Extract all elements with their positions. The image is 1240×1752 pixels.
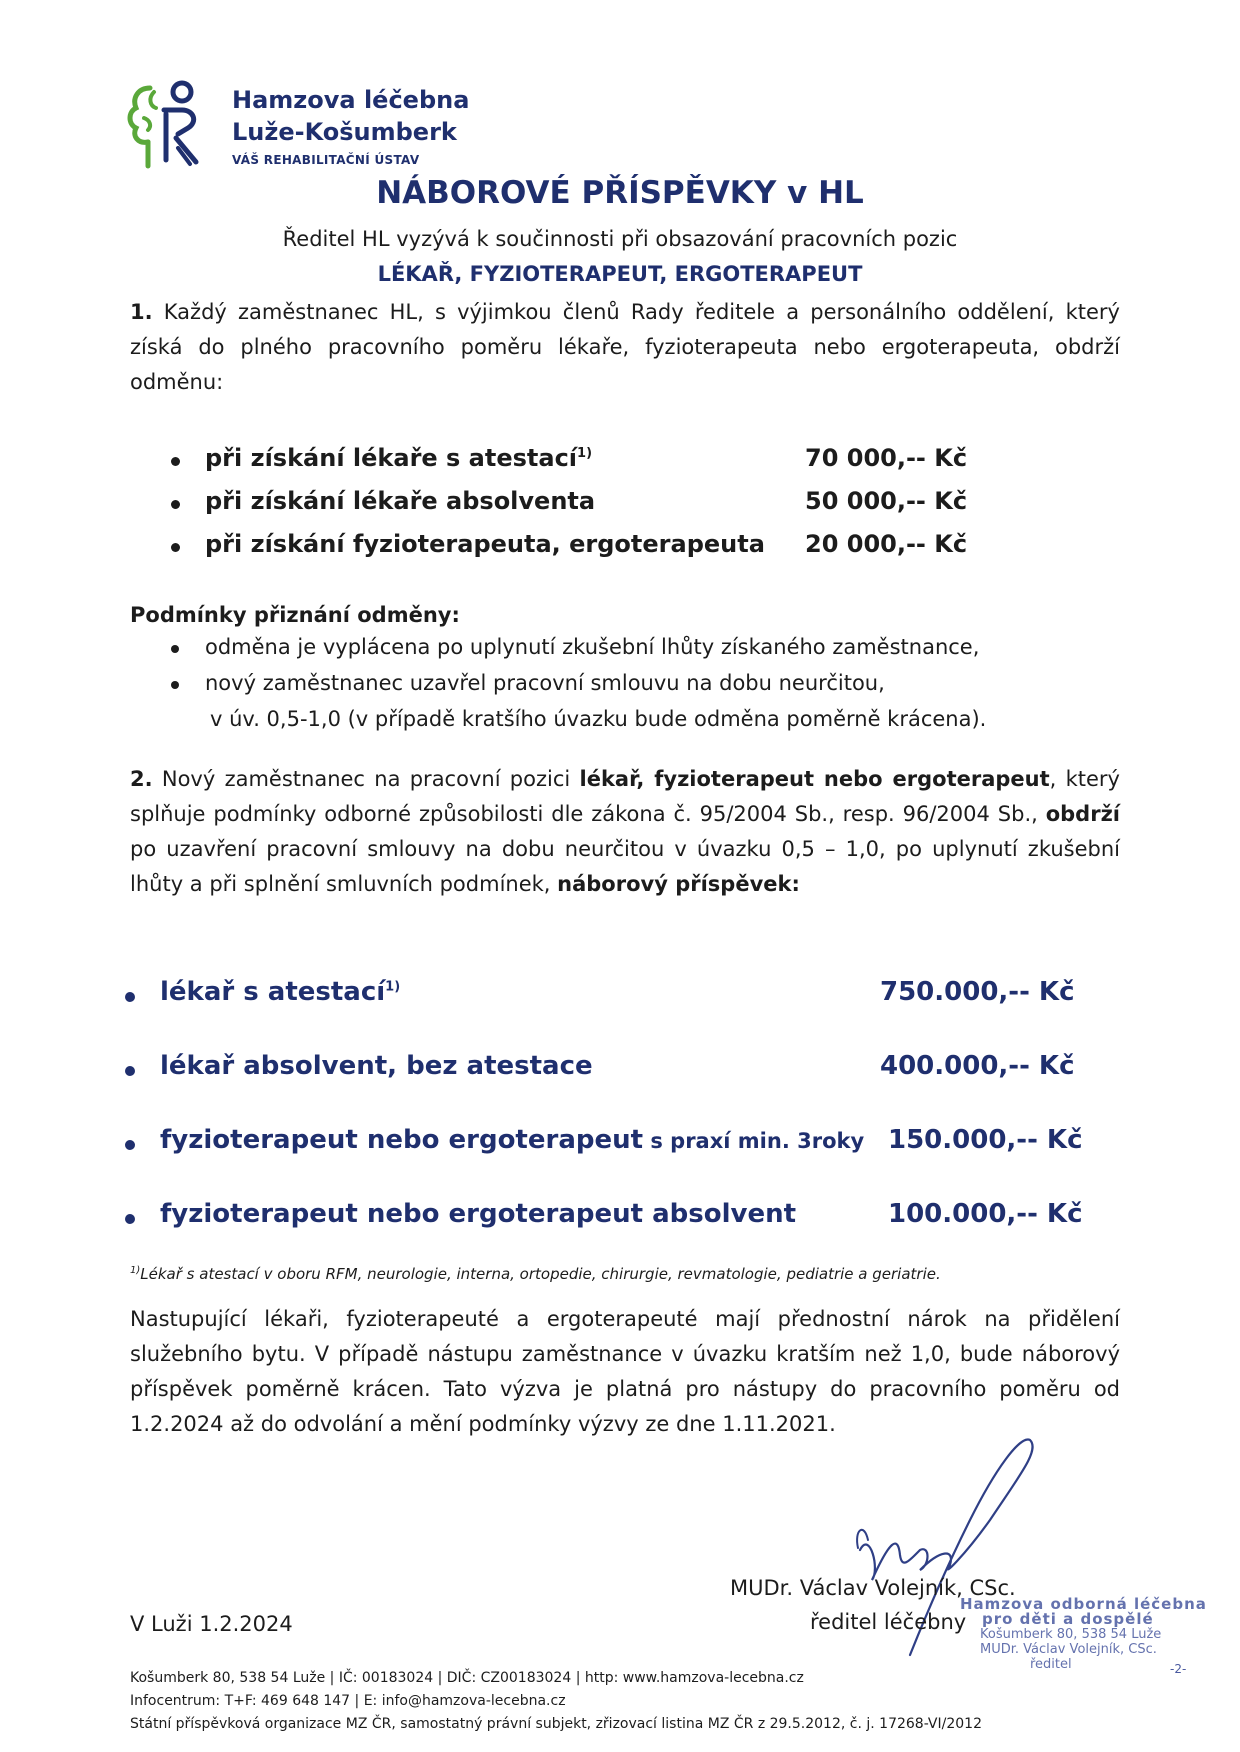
bullet-icon bbox=[171, 681, 179, 689]
document-title: NÁBOROVÉ PŘÍSPĚVKY v HL bbox=[376, 175, 864, 211]
bullet-icon bbox=[171, 500, 180, 509]
condition-item-continued: v úv. 0,5-1,0 (v případě kratšího úvazku bude odměna poměrně krácena). bbox=[210, 707, 987, 731]
contribution-label: lékař absolvent, bez atestace bbox=[160, 1051, 593, 1081]
contribution-item bbox=[160, 977, 400, 1007]
section1-paragraph bbox=[130, 295, 1120, 400]
footer-contact: Infocentrum: T+F: 469 648 147 | E: info@hamzova-lecebna.cz bbox=[130, 1693, 566, 1709]
footer-address: Košumberk 80, 538 54 Luže | IČ: 00183024 | DIČ: CZ00183024 | http: www.hamzova-lecebna.cz bbox=[130, 1670, 804, 1686]
contribution-extra: s praxí min. 3roky bbox=[643, 1129, 865, 1153]
section2-number: 2. bbox=[130, 767, 153, 791]
section2-paragraph bbox=[130, 762, 1120, 902]
section2-text: , který splňuje podmínky odborné způsobilosti dle zákona č. 95/2004 Sb., resp. 96/2004 Sb., bbox=[130, 767, 1120, 826]
reward-item bbox=[205, 444, 592, 472]
reward-amount: 70 000,-- Kč bbox=[805, 444, 968, 472]
closing-paragraph: Nastupující lékaři, fyzioterapeuté a ergoterapeuté mají přednostní nárok na přidělení služebního bytu. V případě nástupu zaměstnance v úvazku kratším než 1,0, bude náborový příspěvek poměrně krácen. Tato výzva je platná pro nástupy do pracovního poměru od 1.2.2024 až do odvolání a mění podmínky výzvy ze dne 1.11.2021. bbox=[130, 1307, 1120, 1436]
bullet-icon bbox=[125, 1214, 135, 1224]
reward-label: při získání fyzioterapeuta, ergoterapeuta bbox=[205, 530, 765, 558]
contribution-amount: 150.000,-- Kč bbox=[888, 1125, 1083, 1155]
condition-item: nový zaměstnanec uzavřel pracovní smlouvu na dobu neurčitou, bbox=[205, 671, 885, 695]
official-stamp bbox=[960, 1597, 1207, 1672]
bullet-icon bbox=[171, 645, 179, 653]
reward-label: při získání lékaře s atestací bbox=[205, 444, 578, 472]
footnote-text: Lékař s atestací v oboru RFM, neurologie, interna, ortopedie, chirurgie, revmatologie, pediatrie a geriatrie. bbox=[140, 1265, 941, 1283]
reward-amount: 50 000,-- Kč bbox=[805, 487, 968, 515]
section2-contribution-label: náborový příspěvek: bbox=[557, 872, 800, 896]
reward-amount: 20 000,-- Kč bbox=[805, 530, 968, 558]
contribution-amount: 750.000,-- Kč bbox=[880, 977, 1075, 1007]
contribution-amount: 100.000,-- Kč bbox=[888, 1199, 1083, 1229]
signatory-name: MUDr. Václav Volejník, CSc. bbox=[730, 1576, 1016, 1600]
section1-number: 1. bbox=[130, 300, 153, 324]
section2-text: po uzavření pracovní smlouvy na dobu neurčitou v úvazku 0,5 – 1,0, po uplynutí zkušební lhůty a při splnění smluvních podmínek, bbox=[130, 837, 1120, 896]
footnote-ref: 1) bbox=[577, 446, 593, 461]
stamp-line: Košumberk 80, 538 54 Luže bbox=[980, 1627, 1162, 1642]
bullet-icon bbox=[125, 992, 135, 1002]
reward-label: při získání lékaře absolventa bbox=[205, 487, 596, 515]
intro-line: Ředitel HL vyzývá k součinnosti při obsazování pracovních pozic bbox=[282, 227, 958, 251]
footnote-ref: 1) bbox=[385, 979, 401, 995]
bullet-icon bbox=[125, 1066, 135, 1076]
footer-legal: Státní příspěvková organizace MZ ČR, samostatný právní subjekt, zřizovací listina MZ ČR z 29.5.2012, č. j. 17268-VI/2012 bbox=[130, 1716, 982, 1732]
section2-obtains: obdrží bbox=[1045, 802, 1120, 826]
contribution-label: fyzioterapeut nebo ergoterapeut bbox=[160, 1125, 644, 1155]
contribution-item bbox=[160, 1125, 864, 1155]
bullet-icon bbox=[171, 457, 180, 466]
footnote-mark: 1) bbox=[130, 1265, 141, 1276]
stamp-line: ředitel bbox=[1030, 1657, 1072, 1672]
footnote bbox=[130, 1265, 941, 1283]
bullet-icon bbox=[125, 1140, 135, 1150]
logo-subtitle: VÁŠ REHABILITAČNÍ ÚSTAV bbox=[232, 153, 420, 167]
bullet-icon bbox=[171, 543, 180, 552]
conditions-title: Podmínky přiznání odměny: bbox=[130, 603, 460, 627]
page-number: -2- bbox=[1170, 1662, 1187, 1676]
logo-mark bbox=[120, 78, 212, 170]
stamp-line: Hamzova odborná léčebna bbox=[960, 1595, 1207, 1613]
logo-name-line2: Luže-Košumberk bbox=[232, 118, 457, 146]
place-date: V Luži 1.2.2024 bbox=[130, 1612, 293, 1636]
logo-name-line1: Hamzova léčebna bbox=[232, 86, 470, 114]
stamp-line: MUDr. Václav Volejník, CSc. bbox=[980, 1642, 1157, 1657]
contribution-amount: 400.000,-- Kč bbox=[880, 1051, 1075, 1081]
condition-item: odměna je vyplácena po uplynutí zkušební lhůty získaného zaměstnance, bbox=[205, 635, 980, 659]
contribution-label: fyzioterapeut nebo ergoterapeut absolvent bbox=[160, 1199, 797, 1229]
signatory-role: ředitel léčebny bbox=[810, 1610, 967, 1634]
stamp-line: pro děti a dospělé bbox=[982, 1610, 1154, 1628]
positions-line: LÉKAŘ, FYZIOTERAPEUT, ERGOTERAPEUT bbox=[377, 262, 863, 286]
section1-text: Každý zaměstnanec HL, s výjimkou členů Rady ředitele a personálního oddělení, který získá do plného pracovního poměru lékaře, fyzioterapeuta nebo ergoterapeuta, obdrží odměnu: bbox=[130, 300, 1120, 394]
contribution-label: lékař s atestací bbox=[160, 977, 386, 1007]
section2-positions: lékař, fyzioterapeut nebo ergoterapeut bbox=[579, 767, 1050, 791]
section2-text: Nový zaměstnanec na pracovní pozici bbox=[152, 767, 580, 791]
